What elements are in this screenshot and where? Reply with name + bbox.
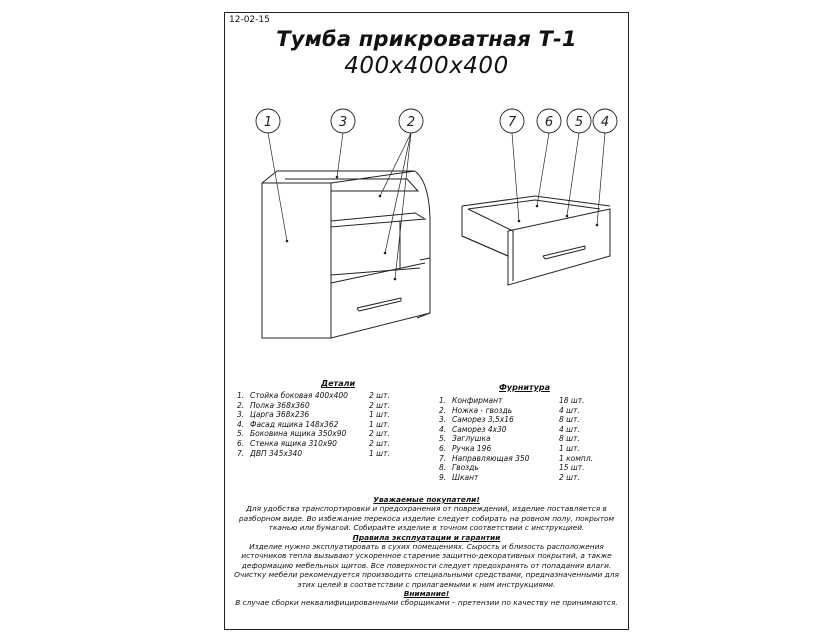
callout-label: 4	[600, 115, 610, 130]
shelf	[331, 213, 425, 227]
list-item	[237, 429, 397, 439]
details-heading: Детали	[321, 379, 356, 388]
notes-heading-rules: Правила эксплуатации и гарантии	[352, 532, 501, 542]
notes-heading-attention: Внимание!	[403, 589, 450, 599]
details-list	[237, 391, 397, 458]
callout-label: 5	[574, 115, 584, 130]
list-item	[439, 415, 624, 425]
item-number: 6.	[237, 438, 245, 448]
top-panel	[262, 171, 415, 183]
item-name: Гвоздь	[452, 463, 479, 473]
list-item	[237, 449, 397, 459]
item-name: Ножка - гвоздь	[452, 405, 513, 415]
item-number: 7.	[237, 448, 245, 458]
notes-text-customers: Для удобства транспортировки и предохранения от повреждений, изделие поставляется в разборном виде. Во избежание перекоса изделие следует собирать на ровном полу, покрытом тканью или бумагой. Собирайте изделие в точном соответствии с инструкцией.	[238, 504, 615, 533]
item-name: Ручка 196	[452, 443, 492, 453]
callout-label: 1	[263, 115, 273, 130]
drawer-back	[462, 196, 610, 206]
item-number: 2.	[237, 400, 245, 410]
item-name: Стойка боковая 400х400	[250, 391, 348, 400]
item-quantity: 2 шт.	[369, 438, 390, 448]
item-quantity: 8 шт.	[559, 434, 580, 444]
item-quantity: 2 шт.	[559, 472, 580, 482]
notes-block	[233, 495, 620, 608]
item-number: 1.	[237, 391, 245, 400]
drawer-face-handle	[543, 246, 585, 259]
list-item	[439, 473, 624, 483]
item-number: 4.	[237, 419, 245, 429]
drawer-handle	[357, 298, 401, 311]
list-item	[439, 434, 624, 444]
item-quantity: 1 компл.	[559, 453, 594, 463]
list-item	[237, 439, 397, 449]
item-number: 2.	[439, 405, 447, 415]
list-item	[439, 425, 624, 435]
item-quantity: 4 шт.	[559, 424, 580, 434]
item-name: Заглушка	[452, 434, 491, 444]
item-name: Царга 368х236	[250, 410, 310, 420]
callout-label: 7	[507, 115, 517, 130]
hardware-heading: Фурнитура	[499, 383, 550, 392]
list-item	[439, 454, 624, 464]
drawer-front	[331, 258, 430, 338]
product-title: Тумба прикроватная Т-1	[276, 27, 577, 51]
item-name: Полка 368х360	[250, 400, 310, 410]
callout-label: 6	[544, 115, 554, 130]
list-item	[237, 410, 397, 420]
item-number: 3.	[439, 415, 447, 425]
item-name: Направляющая 350	[452, 453, 530, 463]
item-number: 9.	[439, 472, 447, 482]
list-item	[237, 420, 397, 430]
drawer-face	[508, 209, 610, 285]
item-number: 5.	[439, 434, 447, 444]
item-number: 8.	[439, 463, 447, 473]
side-panel-left	[262, 183, 331, 338]
callout-label: 3	[338, 115, 348, 130]
notes-text-attention: В случае сборки неквалифицированными сборщиками – претензии по качеству не принимаются.	[235, 598, 618, 608]
item-number: 3.	[237, 410, 245, 420]
list-item	[439, 463, 624, 473]
sheet-code: 12-02-15	[229, 15, 270, 25]
item-number: 4.	[439, 424, 447, 434]
item-number: 5.	[237, 429, 245, 439]
item-quantity: 2 шт.	[369, 429, 390, 439]
item-quantity: 1 шт.	[369, 448, 390, 458]
item-name: Стенка ящика 310х90	[250, 438, 337, 448]
item-quantity: 8 шт.	[559, 415, 580, 425]
list-item	[439, 406, 624, 416]
list-item	[439, 396, 624, 406]
notes-text-rules: Изделие нужно эксплуатировать в сухих помещениях. Сырость и близость расположения источников тепла вызывают ускоренное старение защитно-декоративных покрытий, а также деформацию мебельных щитов. Все поверхности следует предохранять от попадания влаги. Очистку мебели рекомендуется производить специальными средствами, предназначенными для этих целей в соответствии с прилагаемыми к ним инструкциями.	[234, 542, 619, 589]
item-name: Саморез 4х30	[452, 424, 507, 434]
item-name: ДВП 345х340	[250, 448, 303, 458]
drawer-side	[462, 206, 508, 256]
item-quantity: 4 шт.	[559, 405, 580, 415]
list-item	[439, 444, 624, 454]
instruction-sheet	[224, 12, 629, 630]
product-dimensions: 400х400х400	[344, 53, 509, 79]
item-number: 7.	[439, 453, 447, 463]
item-quantity: 15 шт.	[559, 463, 585, 473]
item-name: Саморез 3,5х16	[452, 415, 514, 425]
item-quantity: 2 шт.	[369, 391, 390, 400]
item-quantity: 18 шт.	[559, 396, 585, 405]
item-quantity: 2 шт.	[369, 400, 390, 410]
item-number: 1.	[439, 396, 447, 405]
item-quantity: 1 шт.	[559, 443, 580, 453]
item-name: Конфирмант	[452, 396, 503, 405]
notes-heading-customers: Уважаемые покупатели!	[373, 495, 480, 504]
item-name: Боковина ящика 350х90	[250, 429, 347, 439]
callout-label: 2	[406, 115, 416, 130]
item-quantity: 1 шт.	[369, 419, 390, 429]
item-name: Шкант	[452, 472, 479, 482]
item-quantity: 1 шт.	[369, 410, 390, 420]
side-panel-right	[415, 171, 430, 318]
list-item	[237, 391, 397, 401]
item-name: Фасад ящика 148х362	[250, 419, 339, 429]
hardware-list	[439, 396, 624, 482]
item-number: 6.	[439, 443, 447, 453]
list-item	[237, 401, 397, 411]
assembly-drawing	[225, 13, 628, 343]
